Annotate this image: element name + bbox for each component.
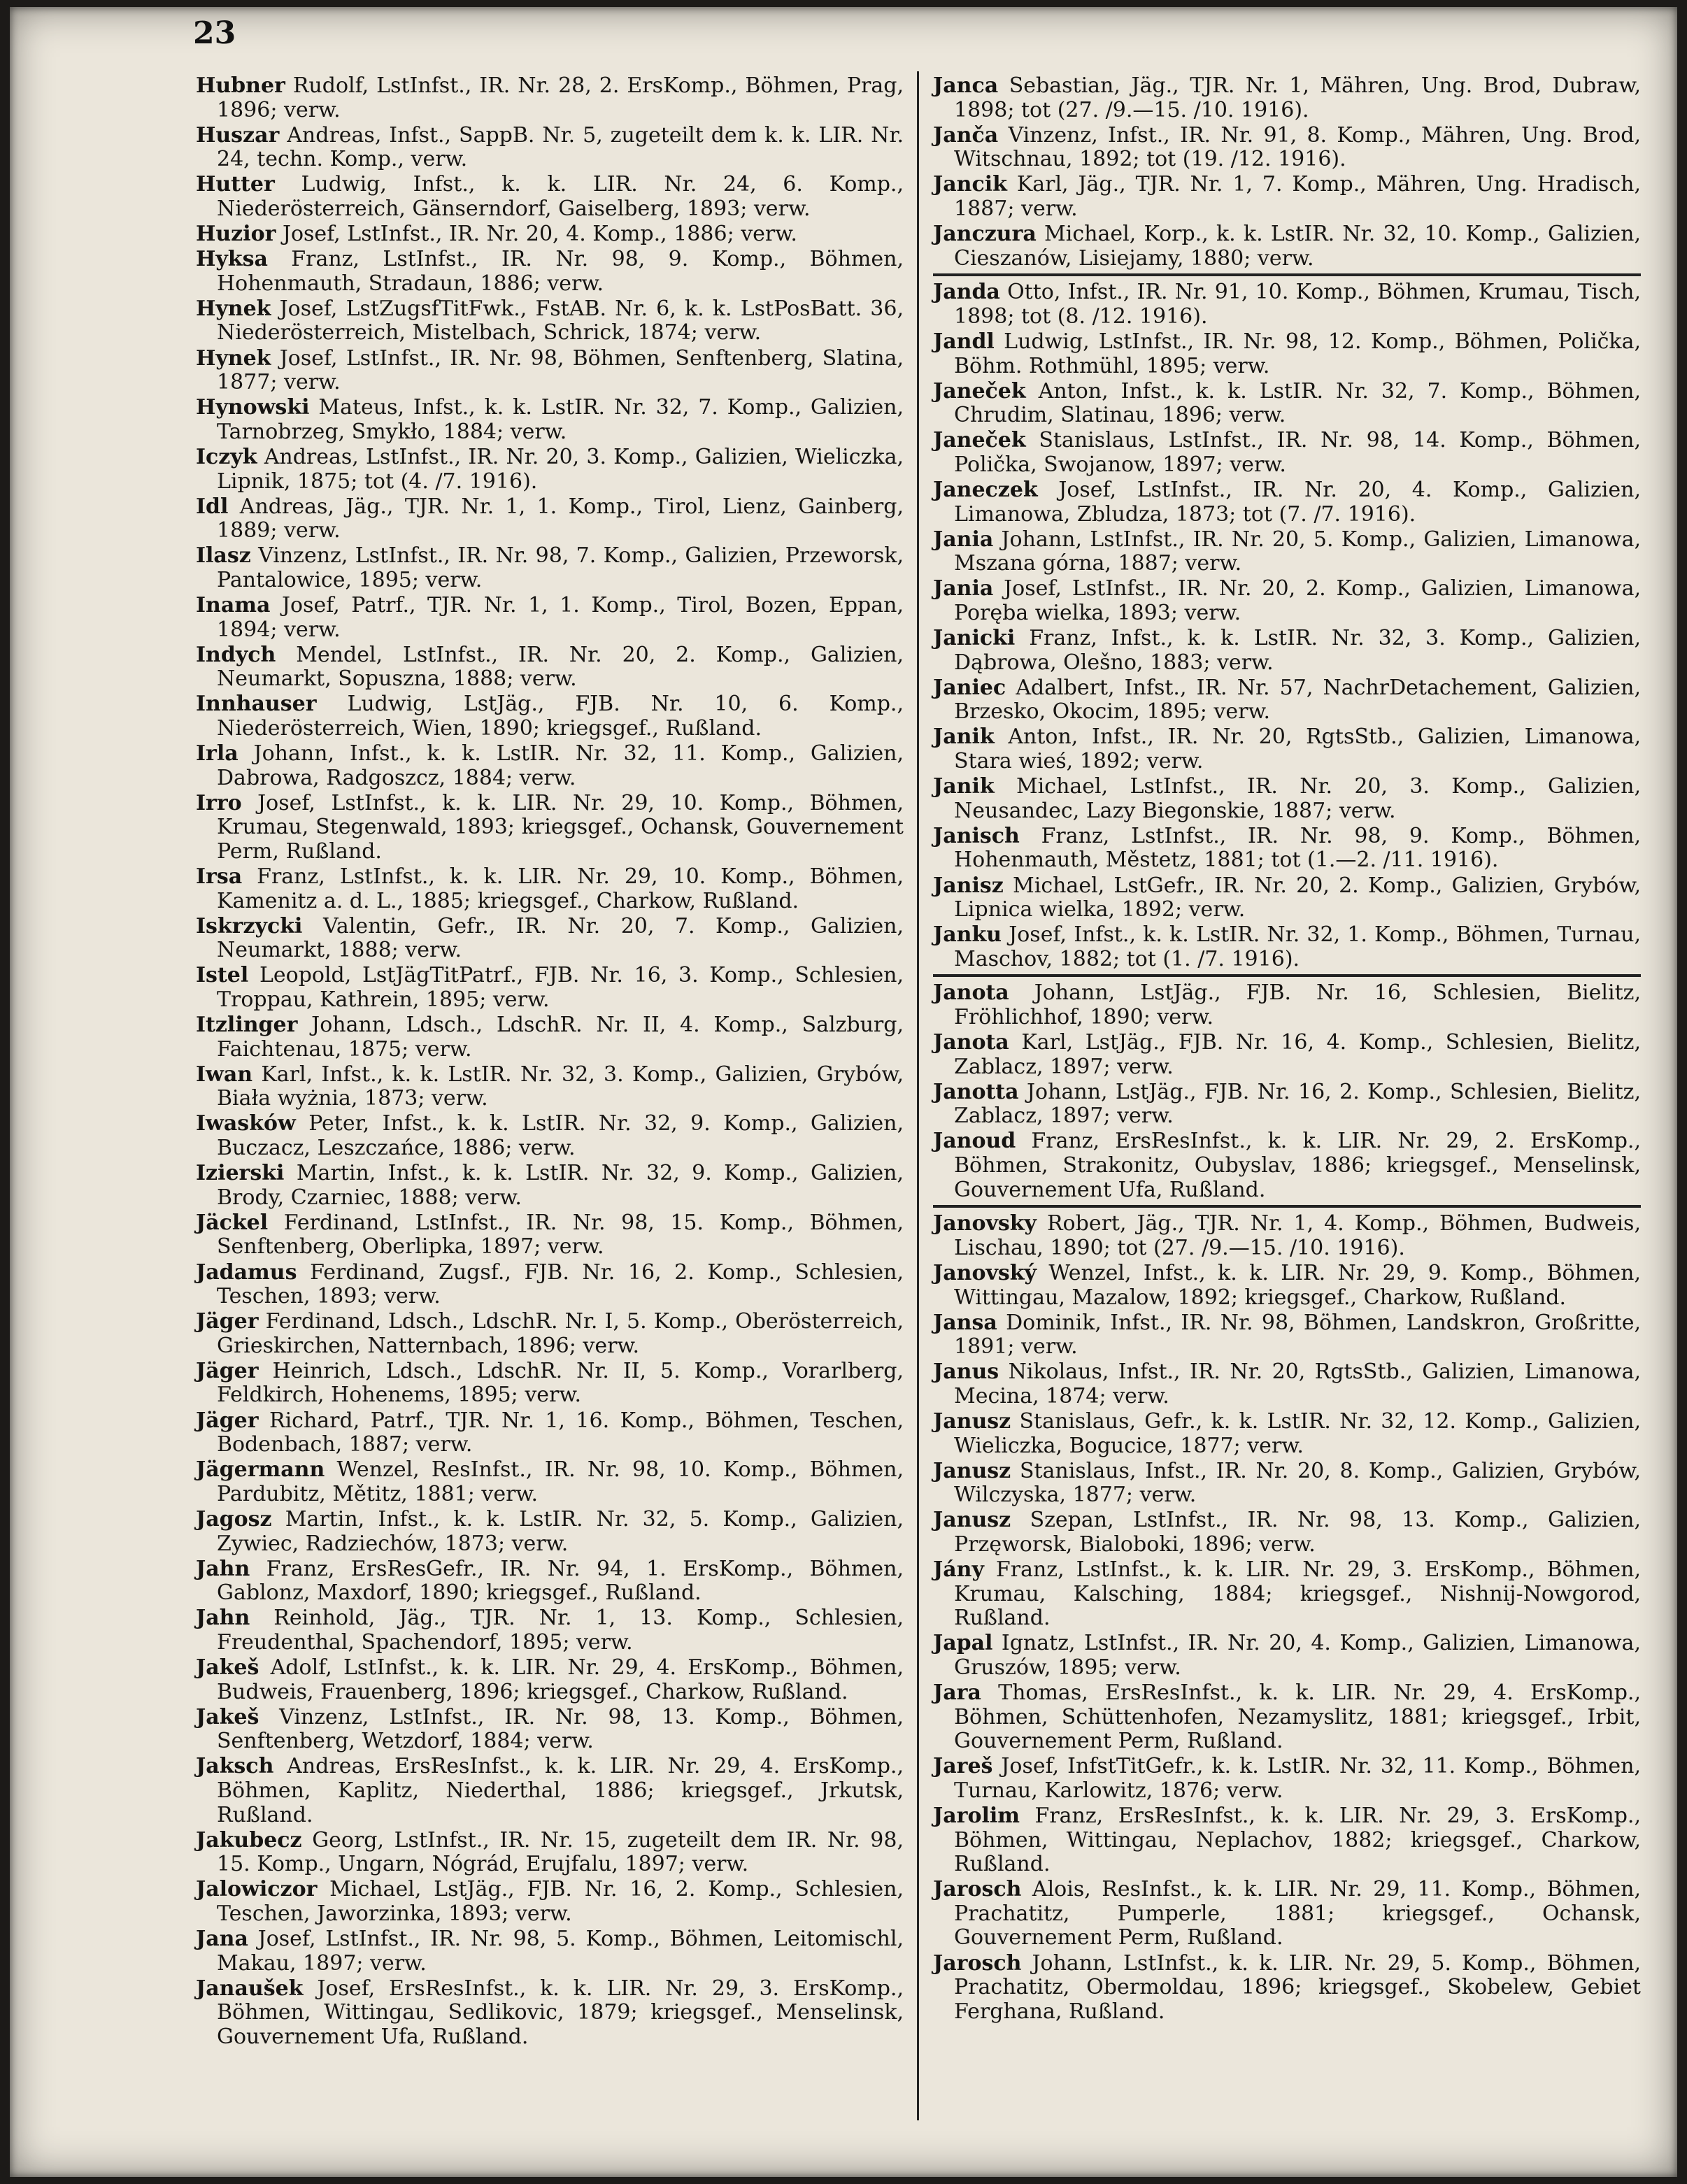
entry-surname: Iwan	[196, 1062, 253, 1087]
list-entry	[196, 1755, 904, 1827]
entry-details: Ludwig, LstInfst., IR. Nr. 98, 12. Komp., Böhmen, Polička, Böhm. Rothmühl, 1895; verw.	[954, 329, 1641, 378]
entry-surname: Itzlinger	[196, 1013, 298, 1038]
list-entry	[933, 380, 1641, 428]
list-entry	[196, 347, 904, 395]
entry-details: Johann, Infst., k. k. LstIR. Nr. 32, 11. Komp., Galizien, Dabrowa, Radgoszcz, 1884; verw.	[217, 741, 904, 790]
list-entry	[196, 1977, 904, 2050]
entry-surname: Jäger	[196, 1408, 259, 1433]
entry-surname: Jadamus	[196, 1259, 297, 1285]
list-entry	[933, 775, 1641, 823]
entry-details: Josef, LstInfst., k. k. LIR. Nr. 29, 10. Komp., Böhmen, Krumau, Stegenwald, 1893; kriegsgef., Ochansk, Gouvernement Perm, Rußland.	[217, 790, 904, 864]
entry-surname: Jäckel	[196, 1210, 269, 1235]
entry-surname: Janku	[933, 922, 1002, 948]
entry-surname: Jareš	[933, 1754, 993, 1779]
entry-details: Mateus, Infst., k. k. LstIR. Nr. 32, 7. Komp., Galizien, Tarnobrzeg, Smykło, 1884; verw.	[217, 395, 904, 444]
entry-surname: Jakeš	[196, 1704, 259, 1729]
list-entry	[196, 1508, 904, 1556]
entry-details: Franz, Infst., k. k. LstIR. Nr. 32, 3. Komp., Galizien, Dąbrowa, Olešno, 1883; verw.	[954, 626, 1641, 675]
entry-surname: Janik	[933, 725, 995, 750]
entry-details: Franz, LstInfst., IR. Nr. 98, 9. Komp., Böhmen, Hohenmauth, Městetz, 1881; tot (1.—2. /11. 1916).	[954, 823, 1641, 873]
entry-details: Franz, ErsResInfst., k. k. LIR. Nr. 29, 2. ErsKomp., Böhmen, Strakonitz, Oubyslav, 1886; kriegsgef., Menselinsk, Gouvernement Ufa, Rußland.	[954, 1129, 1641, 1202]
entry-details: Josef, LstZugsfTitFwk., FstAB. Nr. 6, k. k. LstPosBatt. 36, Niederösterreich, Mistelbach, Schrick, 1874; verw.	[217, 296, 904, 345]
entry-details: Peter, Infst., k. k. LstIR. Nr. 32, 9. Komp., Galizien, Buczacz, Leszczańce, 1886; verw.	[217, 1111, 904, 1161]
entry-details: Nikolaus, Infst., IR. Nr. 20, RgtsStb., Galizien, Limanowa, Mecina, 1874; verw.	[954, 1359, 1641, 1408]
list-entry	[933, 725, 1641, 773]
entry-surname: Japal	[933, 1631, 993, 1656]
list-entry	[196, 1557, 904, 1606]
entry-surname: Janca	[933, 73, 999, 98]
entry-details: Vinzenz, LstInfst., IR. Nr. 98, 13. Komp., Böhmen, Senftenberg, Wetzdorf, 1884; verw.	[217, 1704, 904, 1754]
list-entry	[933, 1508, 1641, 1557]
entry-surname: Istel	[196, 963, 249, 988]
entry-surname: Janisz	[933, 873, 1004, 898]
entry-details: Ludwig, LstJäg., FJB. Nr. 10, 6. Komp., Niederösterreich, Wien, 1890; kriegsgef., Rußland.	[217, 692, 904, 741]
list-entry	[933, 1262, 1641, 1310]
entry-surname: Janovsky	[933, 1211, 1037, 1236]
section-rule	[933, 974, 1641, 977]
list-entry	[196, 222, 904, 247]
entry-surname: Jäger	[196, 1309, 259, 1334]
entry-surname: Jahn	[196, 1556, 250, 1581]
entry-details: Wenzel, Infst., k. k. LIR. Nr. 29, 9. Komp., Böhmen, Wittingau, Mazalow, 1892; kriegsgef., Charkow, Rußland.	[954, 1260, 1641, 1310]
list-entry	[933, 1878, 1641, 1950]
entry-details: Dominik, Infst., IR. Nr. 98, Böhmen, Landskron, Großritte, 1891; verw.	[954, 1310, 1641, 1359]
entry-surname: Jahn	[196, 1606, 250, 1631]
entry-surname: Jakeš	[196, 1655, 259, 1680]
entry-details: Josef, LstInfst., IR. Nr. 20, 4. Komp., 1886; verw.	[282, 222, 797, 247]
entry-details: Vinzenz, Infst., IR. Nr. 91, 8. Komp., Mähren, Ung. Brod, Witschnau, 1892; tot (19. /12. 1916).	[954, 122, 1642, 172]
entry-details: Michael, LstGefr., IR. Nr. 20, 2. Komp., Galizien, Grybów, Lipnica wielka, 1892; verw.	[954, 873, 1641, 922]
entry-surname: Jägermann	[196, 1457, 325, 1483]
page-number: 23	[193, 15, 236, 51]
section-rule	[933, 1205, 1641, 1208]
entry-details: Ignatz, LstInfst., IR. Nr. 20, 4. Komp., Galizien, Limanowa, Gruszów, 1895; verw.	[954, 1631, 1641, 1680]
list-entry	[933, 1459, 1641, 1508]
list-entry	[196, 792, 904, 864]
entry-details: Josef, Infst., k. k. LstIR. Nr. 32, 1. Komp., Böhmen, Turnau, Maschov, 1882; tot (1. /7. 1916).	[954, 922, 1641, 971]
entry-surname: Jana	[196, 1927, 248, 1952]
list-entry	[933, 1952, 1641, 2025]
entry-details: Richard, Patrf., TJR. Nr. 1, 16. Komp., Böhmen, Teschen, Bodenbach, 1887; verw.	[217, 1408, 904, 1457]
list-entry	[196, 643, 904, 692]
section-rule	[933, 273, 1641, 276]
entry-surname: Janicki	[933, 626, 1016, 651]
list-entry	[196, 1162, 904, 1210]
entry-surname: Huzior	[196, 222, 276, 247]
entry-details: Andreas, Jäg., TJR. Nr. 1, 1. Komp., Tirol, Lienz, Gainberg, 1889; verw.	[217, 494, 904, 543]
entry-details: Mendel, LstInfst., IR. Nr. 20, 2. Komp., Galizien, Neumarkt, Sopuszna, 1888; verw.	[217, 642, 904, 692]
entry-surname: Iwasków	[196, 1111, 296, 1136]
entry-details: Adolf, LstInfst., k. k. LIR. Nr. 29, 4. ErsKomp., Böhmen, Budweis, Frauenberg, 1896; kriegsgef., Charkow, Rußland.	[217, 1655, 904, 1704]
entry-surname: Janusz	[933, 1408, 1011, 1434]
entry-details: Wenzel, ResInfst., IR. Nr. 98, 10. Komp., Böhmen, Pardubitz, Mětitz, 1881; verw.	[217, 1457, 904, 1506]
entry-surname: Inama	[196, 592, 271, 618]
list-entry	[196, 1359, 904, 1408]
list-entry	[196, 1606, 904, 1655]
entry-details: Stanislaus, Infst., IR. Nr. 20, 8. Komp., Galizien, Grybów, Wilczyska, 1877; verw.	[954, 1458, 1641, 1508]
entry-details: Josef, InfstTitGefr., k. k. LstIR. Nr. 32, 11. Komp., Böhmen, Turnau, Karlowitz, 1876; verw.	[954, 1754, 1641, 1803]
list-entry	[933, 825, 1641, 873]
entry-surname: Janusz	[933, 1458, 1011, 1483]
list-entry	[933, 124, 1641, 172]
right-column	[933, 74, 1641, 2025]
list-entry	[196, 297, 904, 345]
entry-details: Johann, LstJäg., FJB. Nr. 16, 2. Komp., Schlesien, Bielitz, Zablacz, 1897; verw.	[954, 1079, 1641, 1129]
entry-surname: Hynek	[196, 296, 271, 321]
column-divider	[917, 71, 919, 2120]
entry-details: Josef, LstInfst., IR. Nr. 98, 5. Komp., Böhmen, Leitomischl, Makau, 1897; verw.	[217, 1927, 904, 1976]
list-entry	[196, 1013, 904, 1062]
list-entry	[196, 445, 904, 494]
entry-surname: Janoud	[933, 1129, 1016, 1154]
entry-surname: Ilasz	[196, 543, 251, 569]
entry-surname: Jarolim	[933, 1803, 1020, 1828]
entry-surname: Jarosch	[933, 1950, 1022, 1976]
document-page	[10, 7, 1677, 2177]
list-entry	[933, 923, 1641, 971]
list-entry	[196, 544, 904, 592]
entry-surname: Irla	[196, 741, 239, 766]
list-entry	[196, 248, 904, 296]
entry-details: Robert, Jäg., TJR. Nr. 1, 4. Komp., Böhmen, Budweis, Lischau, 1890; tot (27. /9.—15. /10. 1916).	[954, 1211, 1641, 1260]
entry-details: Reinhold, Jäg., TJR. Nr. 1, 13. Komp., Schlesien, Freudenthal, Spachendorf, 1895; verw.	[217, 1606, 904, 1655]
entry-surname: Irro	[196, 790, 242, 815]
entry-surname: Izierski	[196, 1161, 285, 1186]
entry-surname: Hynek	[196, 345, 271, 371]
entry-surname: Jara	[933, 1680, 981, 1705]
entry-details: Franz, LstInfst., IR. Nr. 98, 9. Komp., Böhmen, Hohenmauth, Stradaun, 1886; verw.	[217, 247, 904, 296]
list-entry	[196, 692, 904, 741]
entry-surname: Jania	[933, 527, 994, 552]
entry-details: Karl, Jäg., TJR. Nr. 1, 7. Komp., Mähren, Ung. Hradisch, 1887; verw.	[954, 172, 1641, 221]
entry-details: Leopold, LstJägTitPatrf., FJB. Nr. 16, 3. Komp., Schlesien, Troppau, Kathrein, 1895; verw.	[217, 963, 904, 1012]
entry-details: Ludwig, Infst., k. k. LIR. Nr. 24, 6. Komp., Niederösterreich, Gänserndorf, Gaiselberg, 1893; verw.	[217, 172, 904, 221]
entry-details: Ferdinand, Ldsch., LdschR. Nr. I, 5. Komp., Oberösterreich, Grieskirchen, Natternbach, 1896; verw.	[217, 1309, 904, 1358]
list-entry	[933, 1212, 1641, 1260]
entry-details: Martin, Infst., k. k. LstIR. Nr. 32, 9. Komp., Galizien, Brody, Czarniec, 1888; verw.	[217, 1161, 904, 1210]
list-entry	[933, 1360, 1641, 1408]
list-entry	[933, 1681, 1641, 1754]
list-entry	[196, 1261, 904, 1309]
entry-details: Heinrich, Ldsch., LdschR. Nr. II, 5. Komp., Vorarlberg, Feldkirch, Hohenems, 1895; verw.	[217, 1358, 904, 1408]
entry-surname: Jandl	[933, 329, 995, 354]
list-entry	[933, 1410, 1641, 1458]
entry-details: Josef, ErsResInfst., k. k. LIR. Nr. 29, 3. ErsKomp., Böhmen, Wittingau, Sedlikovic, 1879; kriegsgef., Menselinsk, Gouvernement Ufa, Rußland.	[217, 1976, 904, 2049]
entry-surname: Janus	[933, 1359, 999, 1385]
entry-surname: Janeček	[933, 378, 1026, 404]
entry-details: Franz, LstInfst., k. k. LIR. Nr. 29, 10. Komp., Böhmen, Kamenitz a. d. L., 1885; kriegsgef., Charkow, Rußland.	[217, 864, 904, 913]
list-entry	[933, 173, 1641, 221]
list-entry	[196, 1458, 904, 1506]
entry-surname: Hubner	[196, 73, 285, 98]
entry-surname: Jania	[933, 576, 994, 601]
entry-details: Josef, Patrf., TJR. Nr. 1, 1. Komp., Tirol, Bozen, Eppan, 1894; verw.	[217, 592, 904, 642]
list-entry	[196, 1656, 904, 1704]
entry-surname: Janča	[933, 122, 999, 148]
entry-surname: Jansa	[933, 1310, 997, 1335]
entry-surname: Janczura	[933, 222, 1037, 247]
left-column	[196, 74, 904, 2050]
entry-surname: Hyksa	[196, 247, 268, 272]
entry-surname: Janusz	[933, 1508, 1011, 1533]
list-entry	[196, 495, 904, 543]
entry-details: Stanislaus, LstInfst., IR. Nr. 98, 14. Komp., Böhmen, Polička, Swojanow, 1897; verw.	[954, 428, 1641, 477]
entry-surname: Hutter	[196, 172, 275, 197]
entry-details: Johann, LstJäg., FJB. Nr. 16, Schlesien, Bielitz, Fröhlichhof, 1890; verw.	[954, 980, 1641, 1029]
entry-surname: Jancik	[933, 172, 1007, 197]
entry-details: Thomas, ErsResInfst., k. k. LIR. Nr. 29, 4. ErsKomp., Böhmen, Schüttenhofen, Nezamyslitz, 1881; kriegsgef., Irbit, Gouvernement Perm, Rußland.	[954, 1680, 1641, 1754]
entry-details: Rudolf, LstInfst., IR. Nr. 28, 2. ErsKomp., Böhmen, Prag, 1896; verw.	[217, 73, 904, 122]
entry-details: Andreas, LstInfst., IR. Nr. 20, 3. Komp., Galizien, Wieliczka, Lipnik, 1875; tot (4. /7. 1916).	[217, 444, 904, 494]
entry-details: Sebastian, Jäg., TJR. Nr. 1, Mähren, Ung. Brod, Dubraw, 1898; tot (27. /9.—15. /10. 1916).	[954, 73, 1641, 122]
entry-surname: Idl	[196, 494, 229, 519]
entry-details: Josef, LstInfst., IR. Nr. 20, 4. Komp., Galizien, Limanowa, Zbludza, 1873; tot (7. /7. 1916).	[954, 478, 1641, 527]
list-entry	[196, 1878, 904, 1926]
list-entry	[196, 1706, 904, 1754]
list-entry	[933, 627, 1641, 675]
entry-details: Andreas, Infst., SappB. Nr. 5, zugeteilt dem k. k. LIR. Nr. 24, techn. Komp., verw.	[217, 122, 904, 172]
list-entry	[196, 173, 904, 221]
list-entry	[933, 1558, 1641, 1631]
entry-details: Ferdinand, LstInfst., IR. Nr. 98, 15. Komp., Böhmen, Senftenberg, Oberlipka, 1897; verw.	[217, 1210, 904, 1259]
entry-details: Georg, LstInfst., IR. Nr. 15, zugeteilt dem IR. Nr. 98, 15. Komp., Ungarn, Nógrád, Erujfalu, 1897; verw.	[217, 1827, 904, 1877]
entry-details: Martin, Infst., k. k. LstIR. Nr. 32, 5. Komp., Galizien, Zywiec, Radziechów, 1873; verw.	[217, 1506, 904, 1556]
entry-details: Johann, Ldsch., LdschR. Nr. II, 4. Komp., Salzburg, Faichtenau, 1875; verw.	[217, 1013, 904, 1062]
list-entry	[933, 874, 1641, 922]
entry-details: Franz, ErsResInfst., k. k. LIR. Nr. 29, 3. ErsKomp., Böhmen, Wittingau, Neplachov, 1882; kriegsgef., Charkow, Rußland.	[954, 1803, 1641, 1877]
entry-surname: Jarosch	[933, 1877, 1022, 1902]
list-entry	[196, 1310, 904, 1358]
entry-details: Josef, LstInfst., IR. Nr. 20, 2. Komp., Galizien, Limanowa, Poręba wielka, 1893; verw.	[954, 576, 1641, 625]
entry-details: Valentin, Gefr., IR. Nr. 20, 7. Komp., Galizien, Neumarkt, 1888; verw.	[217, 913, 904, 963]
entry-details: Adalbert, Infst., IR. Nr. 57, NachrDetachement, Galizien, Brzesko, Okocim, 1895; verw.	[954, 675, 1641, 725]
list-entry	[933, 330, 1641, 378]
entry-details: Stanislaus, Gefr., k. k. LstIR. Nr. 32, 12. Komp., Galizien, Wieliczka, Bogucice, 1877; verw.	[954, 1408, 1641, 1458]
entry-details: Karl, LstJäg., FJB. Nr. 16, 4. Komp., Schlesien, Bielitz, Zablacz, 1897; verw.	[954, 1030, 1641, 1079]
entry-surname: Janeček	[933, 428, 1026, 453]
list-entry	[933, 981, 1641, 1029]
entry-details: Johann, LstInfst., k. k. LIR. Nr. 29, 5. Komp., Böhmen, Prachatitz, Obermoldau, 1896; kriegsgef., Skobelew, Gebiet Ferghana, Rußland.	[954, 1950, 1641, 2024]
list-entry	[933, 1080, 1641, 1129]
entry-surname: Janisch	[933, 823, 1020, 848]
entry-surname: Janota	[933, 1030, 1009, 1055]
list-entry	[933, 676, 1641, 725]
entry-surname: Janota	[933, 980, 1009, 1006]
list-entry	[933, 1755, 1641, 1803]
entry-surname: Jagosz	[196, 1506, 272, 1532]
entry-surname: Jaksch	[196, 1754, 274, 1779]
entry-surname: Iczyk	[196, 444, 257, 469]
entry-details: Johann, LstInfst., IR. Nr. 20, 5. Komp., Galizien, Limanowa, Mszana górna, 1887; verw.	[954, 527, 1641, 576]
list-entry	[196, 1927, 904, 1976]
list-entry	[933, 1129, 1641, 1202]
list-entry	[196, 865, 904, 913]
entry-details: Szepan, LstInfst., IR. Nr. 98, 13. Komp., Galizien, Przęworsk, Bialoboki, 1896; verw.	[954, 1508, 1641, 1557]
list-entry	[196, 1112, 904, 1160]
list-entry	[933, 222, 1641, 271]
list-entry	[196, 124, 904, 172]
entry-surname: Jakubecz	[196, 1827, 302, 1853]
list-entry	[196, 1211, 904, 1259]
entry-details: Karl, Infst., k. k. LstIR. Nr. 32, 3. Komp., Galizien, Grybów, Biała wyżnia, 1873; verw.	[217, 1062, 904, 1111]
list-entry	[933, 1311, 1641, 1359]
list-entry	[196, 742, 904, 790]
entry-surname: Indych	[196, 642, 276, 667]
list-entry	[196, 1409, 904, 1457]
list-entry	[196, 1829, 904, 1877]
entry-details: Anton, Infst., IR. Nr. 20, RgtsStb., Galizien, Limanowa, Stara wieś, 1892; verw.	[954, 725, 1641, 774]
entry-surname: Jalowiczor	[196, 1877, 318, 1902]
list-entry	[933, 577, 1641, 625]
entry-surname: Janeczek	[933, 478, 1038, 502]
entry-details: Andreas, ErsResInfst., k. k. LIR. Nr. 29, 4. ErsKomp., Böhmen, Kaplitz, Niederthal, 1886; kriegsgef., Jrkutsk, Rußland.	[217, 1754, 904, 1827]
list-entry	[196, 396, 904, 444]
entry-surname: Janotta	[933, 1079, 1019, 1104]
list-entry	[933, 280, 1641, 329]
list-entry	[196, 964, 904, 1012]
entry-details: Anton, Infst., k. k. LstIR. Nr. 32, 7. Komp., Böhmen, Chrudim, Slatinau, 1896; verw.	[954, 378, 1641, 428]
list-entry	[933, 74, 1641, 122]
entry-details: Vinzenz, LstInfst., IR. Nr. 98, 7. Komp., Galizien, Przeworsk, Pantalowice, 1895; verw.	[217, 543, 904, 592]
list-entry	[196, 1063, 904, 1111]
entry-surname: Janda	[933, 280, 1000, 305]
entry-surname: Iskrzycki	[196, 913, 303, 938]
list-entry	[933, 478, 1641, 527]
list-entry	[933, 1804, 1641, 1877]
list-entry	[933, 429, 1641, 477]
entry-details: Alois, ResInfst., k. k. LIR. Nr. 29, 11. Komp., Böhmen, Prachatitz, Pumperle, 1881; kriegsgef., Ochansk, Gouvernement Perm, Rußland.	[954, 1877, 1641, 1950]
entry-surname: Janovský	[933, 1260, 1037, 1285]
entry-details: Josef, LstInfst., IR. Nr. 98, Böhmen, Senftenberg, Slatina, 1877; verw.	[217, 345, 904, 395]
entry-details: Franz, ErsResGefr., IR. Nr. 94, 1. ErsKomp., Böhmen, Gablonz, Maxdorf, 1890; kriegsgef., Rußland.	[217, 1556, 904, 1606]
entry-surname: Irsa	[196, 864, 243, 889]
entry-details: Michael, LstInfst., IR. Nr. 20, 3. Komp., Galizien, Neusandec, Lazy Biegonskie, 1887; verw.	[954, 774, 1641, 823]
entry-details: Otto, Infst., IR. Nr. 91, 10. Komp., Böhmen, Krumau, Tisch, 1898; tot (8. /12. 1916).	[954, 280, 1641, 329]
entry-surname: Janaušek	[196, 1976, 304, 2001]
list-entry	[933, 1632, 1641, 1680]
list-entry	[933, 1031, 1641, 1079]
entry-details: Franz, LstInfst., k. k. LIR. Nr. 29, 3. ErsKomp., Böhmen, Krumau, Kalsching, 1884; kriegsgef., Nishnij-Nowgorod, Rußland.	[954, 1557, 1641, 1631]
entry-surname: Janiec	[933, 675, 1006, 700]
entry-surname: Huszar	[196, 122, 280, 148]
list-entry	[196, 74, 904, 122]
entry-details: Michael, LstJäg., FJB. Nr. 16, 2. Komp., Schlesien, Teschen, Jaworzinka, 1893; verw.	[217, 1877, 904, 1926]
list-entry	[196, 594, 904, 642]
entry-surname: Innhauser	[196, 692, 317, 717]
entry-surname: Hynowski	[196, 395, 310, 420]
entry-details: Michael, Korp., k. k. LstIR. Nr. 32, 10. Komp., Galizien, Cieszanów, Lisiejamy, 1880; verw.	[954, 222, 1641, 271]
entry-surname: Jäger	[196, 1358, 259, 1383]
list-entry	[196, 915, 904, 963]
list-entry	[933, 528, 1641, 576]
entry-surname: Jány	[933, 1557, 984, 1583]
entry-surname: Janik	[933, 774, 995, 799]
entry-details: Ferdinand, Zugsf., FJB. Nr. 16, 2. Komp., Schlesien, Teschen, 1893; verw.	[217, 1259, 904, 1309]
